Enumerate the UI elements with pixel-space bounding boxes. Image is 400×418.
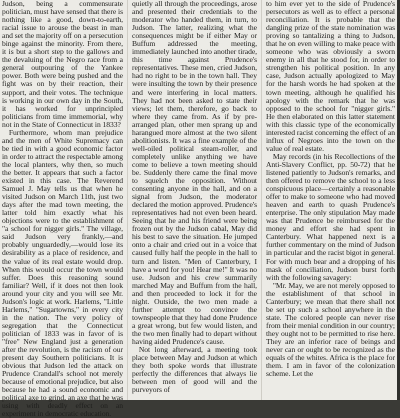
paragraph: quietly all through the proceedings, arose and presented their credentials to the moderator who handed them, in turn, to Judson. The latter, realizing what the consequences might be if either May or Buffum addressed the meeting, immediately launched into another tirade, this time against Prudence's representatives. These men, cried Judson, had no right to be in the town hall. They were insulting the town by their presence and were interfering in local matters. They had not been asked to state their views; let them, therefore, go back to where they came from. As if by pre-arranged plan, other men sprang up and harangued more almost at the two silent abolitionists. It was a fine example of the well-oiled political steam-roller, and completely unlike anything we have come to believe a town meeting should be. Suddenly there came the final move to squelch the opposition. Without consenting anyone in the hall, and on a signal from Judson, the moderator declared the motion approved. Prudence's representatives had not even been heard. Seeing that he and his friend were being frozen out by the Judson cabal, May did his best to save the situation. He jumped onto a chair and cried out in a voice that caused fully half the people in the hall to turn and listen. "Men of Canterbury, I have a word for you! Hear me!" It was no use. Judson and his crew summarily marched May and Buffum from the hall, and then proceeded to lock it for the night. Outside, the two men made a further attempt to convince the townspeople that they had done Prudence a great wrong, but few would listen, and the two men finally had to depart without having aided Prudence's cause.	[132, 0, 257, 346]
paragraph: to him ever yet to the side of Prudence's persecutors as well as to effect a personal reconciliation. It is probable that the dangling prize of the state nomination was proving so tantalizing a thing to Judson, that he on even willing to make peace with someone who was obviously a sworn enemy in all that he stood for, in order to strengthen his political position. In any case, Judson actually apologized to May for the harsh words he had spoken at the town meeting, although he qualified his apology with the remark that he was opposed to the school for "nigger girls." He then elaborated on this latter statement with this classic type of the economically interested racist concerning the effect of an influx of Negroes into the town on the value of real estate.	[266, 0, 395, 153]
text-column-right	[266, 0, 395, 400]
paragraph: "Mr. May, we are not merely opposed to the establishment of that school in Canterbury; we mean that there shall not be set up such a school anywhere in the state. The colored people can never rise from their menial condition in our country; they ought not to be permitted to rise here. They are an inferior race of beings and never can or ought to be recognized as the equals of the whites. Africa is the place for them. I am in favor of the colonization scheme. Let the	[266, 280, 395, 379]
paragraph: Not long afterward, a meeting took place between May and Judson at which they both spoke words that illustrate perfectly the differences that always lie between men of good will and the purveyors of	[132, 345, 257, 395]
text-column-left	[2, 0, 123, 418]
column-divider	[127, 0, 128, 400]
text-column-middle	[132, 0, 257, 400]
paragraph: Furthermore, whom man prejudice and the men of White Supremacy can be tied in with a good economic factor in order to attract the respectable among the local planters, why then, so much the better. It appears that such a factor existed in this case. The Reverend Samuel J. May tells us that when he visited Judson on March 11th, just two days after the mad town meeting, the latter told him exactly what his objections were to the establishment of "a school for nigger girls." The village, said Judson very frankly,—and probably unguardedly,—would lose its desirability as a place of residence, and the value of its real estate would drop. When this would occur the town would suffer. Does this reasoning sound familiar? Well, if it does not then look around your city and you will see Mr. Judson's logic at work. Harlems, "Little Harlems," "Sugartowns," in every city in the nation. The very policy of segregation that the Connecticut politician of 1833 was in favor of is "free" New England just a generation after the revolution, is the racism of our present day Southern politicians. It is obvious that Judson led the attack on Prudence Crandall's school not merely because of emotional prejudice, but also because he had a sound economic and political axe to grind, an axe that he was using with deadly effect on an experiment in democratic education.	[2, 127, 123, 418]
column-divider	[261, 0, 262, 400]
paragraph: May records (in his Recollections of the Anti-Slavery Conflict, pp. 50-72) that he listened patiently to Judson's remarks, and then offered to remove the school to a less conspicuous place—certainly a reasonable offer to make to someone who had moved heaven and earth to quash Prudence's enterprise. The only stipulation May made was that Prudence be reimbursed for the money and effort she had spent in Canterbury. What happened next is a further commentary on the mind of Judson in particular and the racist bigot in general. For with much bear and a dropping of his mask of conciliation, Judson burst forth with the following savagery:	[266, 151, 395, 282]
paragraph: Judson, being a commensurate politician, must have sensed that there is nothing like a good, down-to-earth, racial issue to arouse the beast in man and set the majority off on a persecution binge against the minority. From there, it is but a short step to the gallows and the devaluing of the Negro race from a general outpouring of the Yankee power. Both were being pushed and the fight was on by their reaction, their support, and their votes. The technique is working in our own day in the South, it has worked for unprincipled politicians from time immemorial, why not in the State of Connecticut in 1833?	[2, 0, 123, 129]
